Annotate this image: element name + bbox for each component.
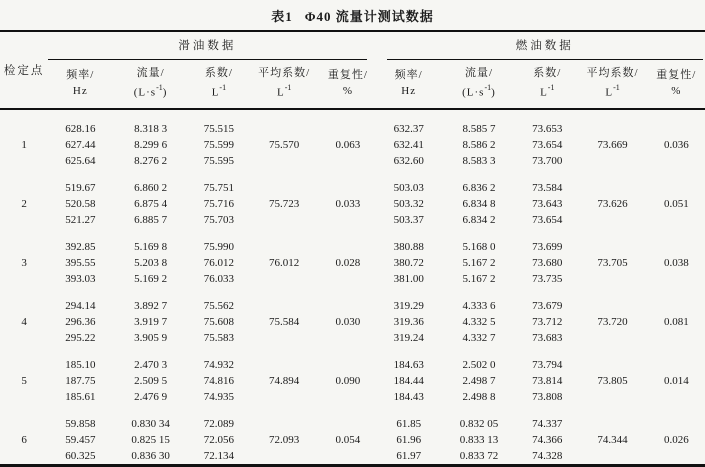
oil-coefficient-cell: 72.134 xyxy=(203,449,235,462)
fuel-coefficient-cell: 73.680 xyxy=(532,256,563,269)
checkpoint-cell: 2 xyxy=(21,197,27,210)
table-row xyxy=(0,109,705,137)
column-header: 流量/ $(L\cdot s^{-1})$ xyxy=(441,60,517,109)
oil-flow-cell: 0.825 15 xyxy=(131,433,170,446)
fuel-flow-cell: 5.167 2 xyxy=(462,256,496,269)
fuel-flow-cell: 4.332 7 xyxy=(462,331,496,344)
oil-coefficient-cell: 76.012 xyxy=(203,256,235,269)
checkpoint-cell: 5 xyxy=(21,374,27,387)
oil-coefficient-cell: 72.056 xyxy=(203,433,235,446)
oil-frequency-cell: 60.325 xyxy=(65,449,96,462)
oil-average-coefficient-cell: 74.894 xyxy=(269,374,300,387)
fuel-flow-cell: 0.832 05 xyxy=(459,417,499,430)
oil-frequency-cell: 185.61 xyxy=(65,390,96,403)
fuel-frequency-cell: 632.60 xyxy=(393,154,424,167)
table-title xyxy=(0,0,705,30)
table-row xyxy=(0,169,705,196)
fuel-frequency-cell: 61.96 xyxy=(396,433,422,446)
oil-repeatability-cell: 0.028 xyxy=(335,256,361,269)
oil-average-coefficient-cell: 76.012 xyxy=(269,256,300,269)
oil-flow-cell: 6.875 4 xyxy=(134,197,168,210)
fuel-frequency-cell: 380.72 xyxy=(393,256,424,269)
fuel-flow-cell: 6.836 2 xyxy=(462,181,496,194)
fuel-coefficient-cell: 73.700 xyxy=(532,154,563,167)
fuel-flow-cell: 8.583 3 xyxy=(462,154,496,167)
oil-frequency-cell: 521.27 xyxy=(65,213,96,226)
table-row xyxy=(0,228,705,255)
oil-coefficient-cell: 74.932 xyxy=(203,358,235,371)
fuel-frequency-cell: 632.37 xyxy=(393,122,424,135)
oil-coefficient-cell: 75.583 xyxy=(203,331,235,344)
fuel-flow-cell: 2.498 7 xyxy=(462,374,496,387)
oil-flow-cell: 5.203 8 xyxy=(134,256,168,269)
table-row xyxy=(0,405,705,432)
oil-frequency-cell: 627.44 xyxy=(65,138,96,151)
column-header: 频率/ Hz xyxy=(48,60,112,109)
oil-coefficient-cell: 72.089 xyxy=(203,417,235,430)
fuel-flow-cell: 4.333 6 xyxy=(462,299,496,312)
table-body xyxy=(0,109,705,466)
fuel-average-coefficient-cell: 73.705 xyxy=(597,256,628,269)
oil-flow-cell: 2.470 3 xyxy=(134,358,168,371)
oil-coefficient-cell: 75.599 xyxy=(203,138,235,151)
oil-frequency-cell: 295.22 xyxy=(65,331,96,344)
fuel-frequency-cell: 632.41 xyxy=(393,138,424,151)
oil-frequency-cell: 185.10 xyxy=(65,358,96,371)
column-header: 重复性/ % xyxy=(319,60,376,109)
column-header: 系数/ $L^{-1}$ xyxy=(189,60,249,109)
fuel-frequency-cell: 184.43 xyxy=(393,390,424,403)
fuel-flow-cell: 8.586 2 xyxy=(462,138,496,151)
oil-frequency-cell: 628.16 xyxy=(65,122,96,135)
fuel-flow-cell: 2.502 0 xyxy=(462,358,496,371)
oil-frequency-cell: 395.55 xyxy=(65,256,96,269)
oil-frequency-cell: 187.75 xyxy=(65,374,96,387)
oil-flow-cell: 3.892 7 xyxy=(134,299,168,312)
oil-flow-cell: 3.919 7 xyxy=(134,315,168,328)
fuel-flow-cell: 0.833 13 xyxy=(459,433,499,446)
fuel-frequency-cell: 184.63 xyxy=(393,358,424,371)
fuel-flow-cell: 5.167 2 xyxy=(462,272,496,285)
fuel-coefficient-cell: 74.337 xyxy=(532,417,563,430)
oil-average-coefficient-cell: 75.584 xyxy=(269,315,300,328)
data-table xyxy=(0,30,705,467)
group-header-fuel-label: 燃油数据 xyxy=(387,32,703,60)
oil-repeatability-cell: 0.090 xyxy=(335,374,361,387)
fuel-repeatability-cell: 0.038 xyxy=(663,256,689,269)
fuel-frequency-cell: 381.00 xyxy=(393,272,424,285)
oil-frequency-cell: 294.14 xyxy=(65,299,96,312)
oil-flow-cell: 5.169 8 xyxy=(134,240,168,253)
fuel-repeatability-cell: 0.036 xyxy=(663,138,689,151)
fuel-coefficient-cell: 73.653 xyxy=(532,122,563,135)
fuel-average-coefficient-cell: 74.344 xyxy=(597,433,628,446)
fuel-flow-cell: 6.834 8 xyxy=(462,197,496,210)
oil-frequency-cell: 59.858 xyxy=(65,417,96,430)
fuel-flow-cell: 2.498 8 xyxy=(462,390,496,403)
oil-coefficient-cell: 75.515 xyxy=(203,122,235,135)
fuel-frequency-cell: 503.03 xyxy=(393,181,424,194)
fuel-average-coefficient-cell: 73.669 xyxy=(597,138,628,151)
oil-repeatability-cell: 0.054 xyxy=(335,433,361,446)
checkpoint-cell: 3 xyxy=(21,256,27,269)
fuel-frequency-cell: 319.36 xyxy=(393,315,424,328)
oil-flow-cell: 3.905 9 xyxy=(134,331,168,344)
checkpoint-cell: 1 xyxy=(21,138,27,151)
fuel-repeatability-cell: 0.081 xyxy=(663,315,689,328)
fuel-coefficient-cell: 73.643 xyxy=(532,197,563,210)
corner-header: 检定点 xyxy=(0,31,48,109)
oil-frequency-cell: 520.58 xyxy=(65,197,96,210)
fuel-frequency-cell: 184.44 xyxy=(393,374,424,387)
oil-average-coefficient-cell: 72.093 xyxy=(269,433,300,446)
oil-flow-cell: 6.885 7 xyxy=(134,213,168,226)
column-header: 流量/ $(L\cdot s^{-1})$ xyxy=(112,60,188,109)
oil-flow-cell: 6.860 2 xyxy=(134,181,168,194)
oil-coefficient-cell: 75.608 xyxy=(203,315,235,328)
oil-coefficient-cell: 75.716 xyxy=(203,197,235,210)
fuel-average-coefficient-cell: 73.626 xyxy=(597,197,628,210)
fuel-coefficient-cell: 73.712 xyxy=(532,315,563,328)
group-header-oil-label: 滑油数据 xyxy=(48,32,366,60)
oil-frequency-cell: 519.67 xyxy=(65,181,96,194)
fuel-frequency-cell: 503.32 xyxy=(393,197,424,210)
oil-coefficient-cell: 75.751 xyxy=(203,181,235,194)
table-row xyxy=(0,346,705,373)
fuel-repeatability-cell: 0.014 xyxy=(663,374,689,387)
oil-coefficient-cell: 76.033 xyxy=(203,272,235,285)
fuel-frequency-cell: 61.97 xyxy=(396,449,422,462)
column-header: 系数/ $L^{-1}$ xyxy=(517,60,577,109)
group-header-oil xyxy=(48,31,376,60)
oil-repeatability-cell: 0.063 xyxy=(335,138,361,151)
oil-flow-cell: 2.476 9 xyxy=(134,390,168,403)
fuel-coefficient-cell: 74.366 xyxy=(532,433,563,446)
oil-flow-cell: 0.836 30 xyxy=(131,449,170,462)
fuel-average-coefficient-cell: 73.720 xyxy=(597,315,628,328)
oil-frequency-cell: 392.85 xyxy=(65,240,96,253)
fuel-flow-cell: 6.834 2 xyxy=(462,213,496,226)
column-header: 平均系数/ $L^{-1}$ xyxy=(577,60,647,109)
oil-frequency-cell: 296.36 xyxy=(65,315,96,328)
oil-flow-cell: 8.276 2 xyxy=(134,154,168,167)
fuel-coefficient-cell: 73.654 xyxy=(532,138,563,151)
oil-repeatability-cell: 0.033 xyxy=(335,197,361,210)
oil-repeatability-cell: 0.030 xyxy=(335,315,361,328)
oil-coefficient-cell: 74.816 xyxy=(203,374,235,387)
fuel-coefficient-cell: 73.808 xyxy=(532,390,563,403)
fuel-flow-cell: 4.332 5 xyxy=(462,315,496,328)
fuel-flow-cell: 0.833 72 xyxy=(459,449,499,462)
fuel-flow-cell: 8.585 7 xyxy=(462,122,496,135)
checkpoint-cell: 6 xyxy=(21,433,27,446)
fuel-coefficient-cell: 74.328 xyxy=(532,449,563,462)
group-header-row xyxy=(0,31,705,60)
fuel-average-coefficient-cell: 73.805 xyxy=(597,374,628,387)
oil-average-coefficient-cell: 75.570 xyxy=(269,138,300,151)
oil-flow-cell: 0.830 34 xyxy=(131,417,170,430)
table-row xyxy=(0,287,705,314)
fuel-coefficient-cell: 73.814 xyxy=(532,374,563,387)
oil-flow-cell: 8.318 3 xyxy=(134,122,168,135)
oil-coefficient-cell: 75.595 xyxy=(203,154,235,167)
oil-flow-cell: 8.299 6 xyxy=(134,138,168,151)
column-header: 频率/ Hz xyxy=(377,60,441,109)
fuel-frequency-cell: 319.24 xyxy=(393,331,424,344)
column-header: 平均系数/ $L^{-1}$ xyxy=(249,60,319,109)
oil-frequency-cell: 393.03 xyxy=(65,272,96,285)
oil-frequency-cell: 625.64 xyxy=(65,154,96,167)
fuel-coefficient-cell: 73.699 xyxy=(532,240,563,253)
fuel-frequency-cell: 319.29 xyxy=(393,299,424,312)
fuel-coefficient-cell: 73.679 xyxy=(532,299,563,312)
fuel-coefficient-cell: 73.794 xyxy=(532,358,563,371)
fuel-coefficient-cell: 73.683 xyxy=(532,331,563,344)
checkpoint-cell: 4 xyxy=(21,315,27,328)
fuel-frequency-cell: 61.85 xyxy=(396,417,422,430)
group-header-fuel xyxy=(377,31,705,60)
oil-coefficient-cell: 75.990 xyxy=(203,240,235,253)
column-header: 重复性/ % xyxy=(648,60,705,109)
fuel-coefficient-cell: 73.584 xyxy=(532,181,563,194)
oil-frequency-cell: 59.457 xyxy=(65,433,96,446)
oil-coefficient-cell: 75.562 xyxy=(203,299,235,312)
oil-flow-cell: 2.509 5 xyxy=(134,374,168,387)
table-caption: Φ40 流量计测试数据 xyxy=(304,9,434,24)
fuel-frequency-cell: 503.37 xyxy=(393,213,424,226)
table-number: 表1 xyxy=(271,9,293,24)
fuel-coefficient-cell: 73.654 xyxy=(532,213,563,226)
oil-coefficient-cell: 75.703 xyxy=(203,213,235,226)
fuel-flow-cell: 5.168 0 xyxy=(462,240,496,253)
fuel-repeatability-cell: 0.026 xyxy=(663,433,689,446)
column-header-row xyxy=(0,60,705,109)
fuel-coefficient-cell: 73.735 xyxy=(532,272,563,285)
fuel-repeatability-cell: 0.051 xyxy=(663,197,689,210)
oil-flow-cell: 5.169 2 xyxy=(134,272,168,285)
oil-average-coefficient-cell: 75.723 xyxy=(269,197,300,210)
oil-coefficient-cell: 74.935 xyxy=(203,390,235,403)
fuel-frequency-cell: 380.88 xyxy=(393,240,424,253)
